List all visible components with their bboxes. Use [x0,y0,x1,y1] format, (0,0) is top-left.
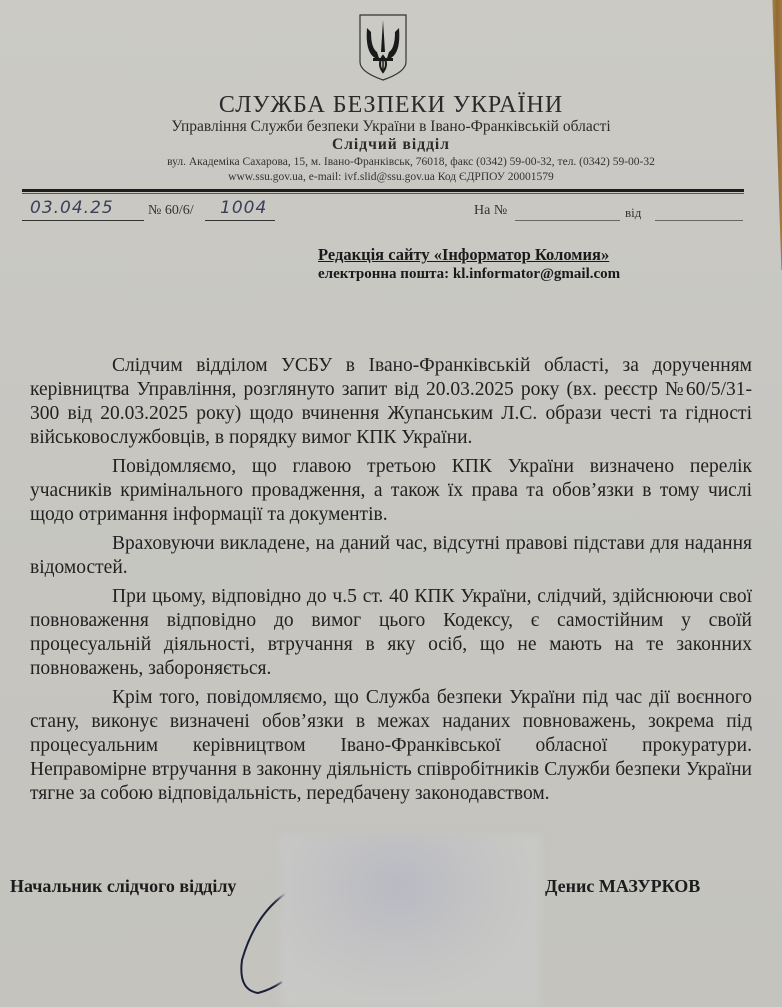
organization-title: СЛУЖБА БЕЗПЕКИ УКРАЇНИ [218,92,564,118]
header-divider [22,189,744,192]
paragraph: Враховуючи викладене, на даний час, відсутні правові підстави для надання відомостей. [30,533,752,578]
contact-line: www.ssu.gov.ua, e-mail: ivf.slid@ssu.gov.ua Код ЄДРПОУ 20001579 [228,171,554,183]
department-name: Слідчий відділ [332,136,450,153]
paragraph: При цьому, відповідно до ч.5 ст. 40 КПК України, слідчий, здійснюючи свої повноваження відповідно до вимог цього Кодексу, є самостійним у своїй процесуальній діяльності, втручання в яку осіб, що не мають на те законних повноважень, забороняється. [30,586,752,679]
signatory-title: Начальник слідчого відділу [10,876,237,896]
outgoing-number-prefix: № 60/6/ [148,203,194,218]
signatory-name: Денис МАЗУРКОВ [545,876,701,896]
address-line: вул. Академіка Сахарова, 15, м. Івано-Франківськ, 76018, факс (0342) 59-00-32, тел. (0342) 59-00-32 [167,156,655,168]
paragraph: Повідомляємо, що главою третьою КПК України визначено перелік учасників кримінального провадження, а також їх права та обов’язки в тому числі щодо отримання інформації та документів. [30,456,752,525]
recipient-email: електронна пошта: kl.informator@gmail.com [318,266,621,282]
letter-body [30,354,752,811]
trident-coat-of-arms-icon [357,12,409,82]
header-divider-thin [22,193,744,194]
organization-subtitle: Управління Служби безпеки України в Івано-Франківській області [171,118,611,135]
redacted-region [280,835,540,1007]
in-reply-from-label: від [625,205,642,220]
in-reply-date-blank [655,220,743,221]
recipient-name: Редакція сайту «Інформатор Коломия» [318,245,610,264]
outgoing-number: 1004 [220,198,268,218]
in-reply-blank [515,220,620,221]
outgoing-date: 03.04.25 [30,198,114,218]
number-underline [205,220,275,221]
in-reply-label: На № [474,203,508,218]
paragraph: Крім того, повідомляємо, що Служба безпеки України під час дії воєнного стану, виконує визначені обов’язки в межах наданих повноважень, зокрема під процесуальним керівництвом Івано-Франківської обласної прокуратури. Неправомірне втручання в законну діяльність співробітників Служби безпеки України тягне за собою відповідальність, передбачену законодавством. [30,687,752,804]
paragraph: Слідчим відділом УСБУ в Івано-Франківській області, за дорученням керівництва Управління, розглянуто запит від 20.03.2025 року (вх. реєстр №60/5/31-300 від 20.03.2025 року) щодо вчинення Жупанським Л.С. образи честі та гідності військовослужбовців, в порядку вимог КПК України. [30,355,752,448]
date-underline [22,220,144,221]
